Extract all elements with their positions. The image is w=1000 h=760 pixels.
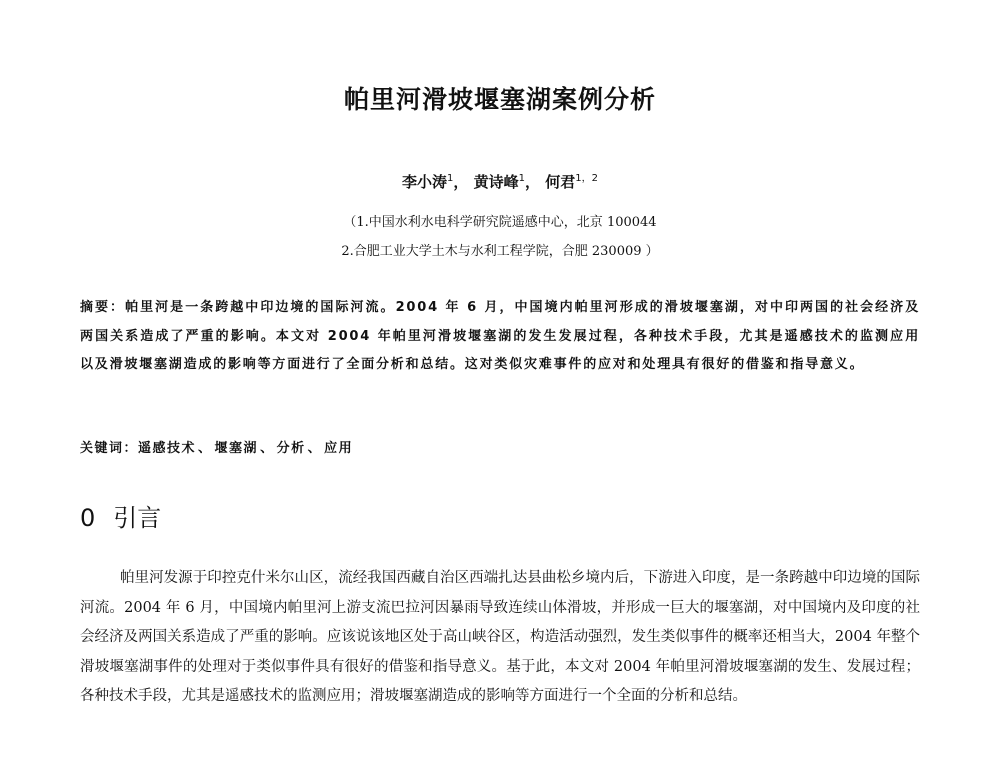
author-affiliation-mark: 1	[518, 173, 526, 184]
abstract-text: 帕里河是一条跨越中印边境的国际河流。2004 年 6 月，中国境内帕里河形成的滑坡堰塞湖，对中印两国的社会经济及两国关系造成了严重的影响。本文对 2004 年帕里河滑坡堰塞湖的发生发展过程，各种技术手段，尤其是遥感技术的监测应用以及滑坡堰塞湖造成的影响等方面进行了全面分析和总结。这对类似灾难事件的应对和处理具有很好的借鉴和指导意义。	[80, 300, 921, 372]
keywords-label: 关键词：	[80, 441, 139, 456]
author-name: 李小涛	[401, 173, 447, 191]
keywords	[80, 436, 920, 462]
abstract	[80, 294, 920, 380]
author-separator: ，	[525, 173, 541, 191]
keyword-separator: 、	[260, 441, 275, 456]
author-affiliation-mark: 1	[447, 173, 454, 184]
keyword-separator: 、	[307, 441, 323, 456]
author-separator: ，	[453, 173, 469, 191]
keyword-item: 分析	[276, 441, 306, 456]
keyword-separator: 、	[198, 441, 213, 456]
keyword-item: 遥感技术	[138, 441, 197, 456]
section-number: 0	[80, 504, 96, 532]
abstract-label: 摘要：	[80, 300, 126, 315]
author-name: 黄诗峰	[473, 173, 519, 191]
section-title: 引言	[113, 504, 162, 532]
keyword-item: 堰塞湖	[214, 441, 259, 456]
affiliation-2: 2.合肥工业大学土木与水利工程学院，合肥 230009 ）	[341, 244, 659, 259]
author-line	[0, 166, 1000, 195]
keyword-item: 应用	[324, 441, 354, 456]
section-heading	[80, 500, 161, 536]
author-affiliation-mark: 1，2	[575, 173, 599, 184]
affiliation-1: （1.中国水利水电科学研究院遥感中心，北京 100044	[343, 215, 657, 230]
paper-title: 帕里河滑坡堰塞湖案例分析	[343, 85, 656, 114]
body-paragraph: 帕里河发源于印控克什米尔山区，流经我国西藏自治区西端扎达县曲松乡境内后，下游进入印度，是一条跨越中印边境的国际河流。2004 年 6 月，中国境内帕里河上游支流巴拉河因暴雨导致连续山体滑坡，并形成一巨大的堰塞湖，对中国境内及印度的社会经济及两国关系造成了严重的影响。应该说该地区处于高山峡谷区，构造活动强烈，发生类似事件的概率还相当大，2004 年整个滑坡堰塞湖事件的处理对于类似事件具有很好的借鉴和指导意义。基于此，本文对 2004 年帕里河滑坡堰塞湖的发生、发展过程；各种技术手段，尤其是遥感技术的监测应用；滑坡堰塞湖造成的影响等方面进行一个全面的分析和总结。	[80, 570, 920, 704]
author-name: 何君	[545, 173, 576, 191]
